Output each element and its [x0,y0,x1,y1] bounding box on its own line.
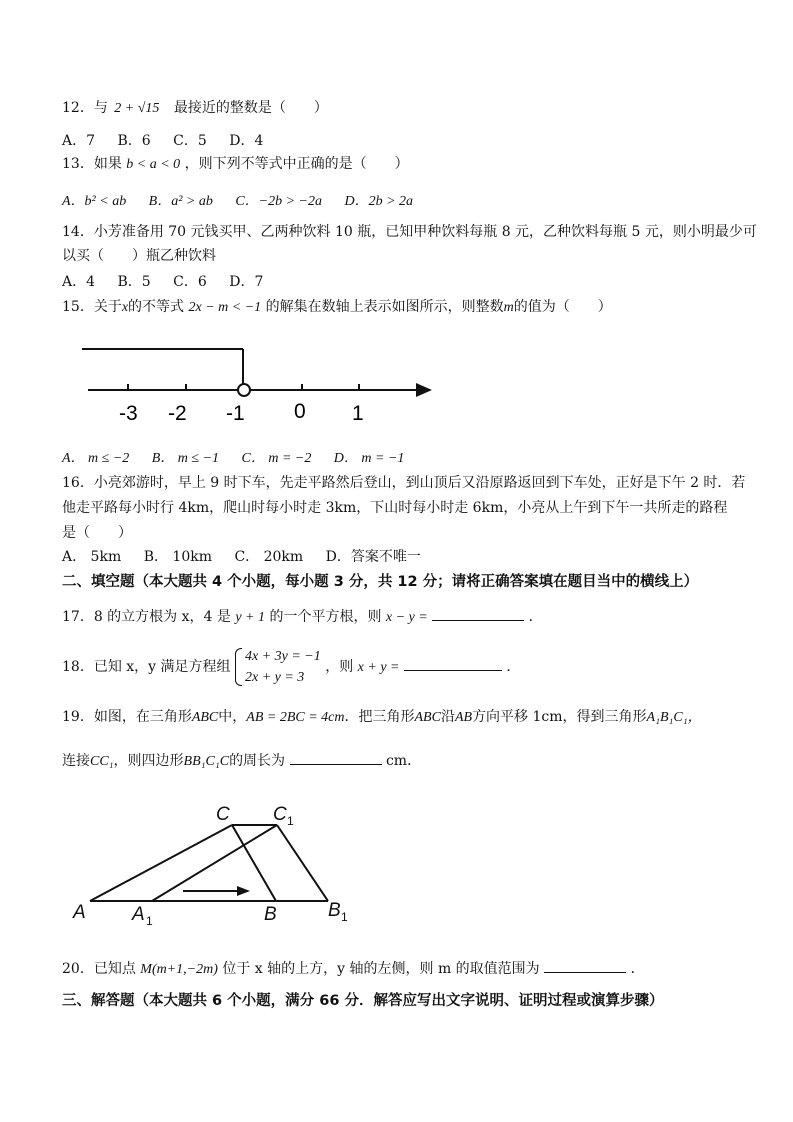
segment-A-C [90,825,232,901]
q14-option-d: D．7 [229,274,264,290]
q12-expression: 2 + √15 [114,101,160,116]
q15-stem: 15．关于x的不等式 2x − m < −1 的解集在数轴上表示如图所示，则整数m的值为（ ） [62,299,612,315]
label-C1-sub: 1 [287,814,294,828]
q14-option-c: C．6 [173,274,207,290]
q15-option-d: D． m = −1 [333,451,405,466]
segment-C1-B1 [277,825,328,901]
open-circle-marker [238,384,250,396]
q16-line1: 16．小亮郊游时，早上 9 时下车，先走平路然后登山，到山顶后又沿原路返回到下车处，正好是下午 2 时．若 [62,475,746,491]
label-B: B [264,904,277,925]
q19-answer-blank[interactable] [290,750,382,765]
q13-option-b: B．a² > ab [148,194,213,209]
q20-stem: 20．已知点 M(m+1,−2m) 位于 x 轴的上方，y 轴的左侧，则 m 的取值范围为 ． [62,958,645,980]
q13-option-c: C．−2b > −2a [235,194,322,209]
label-A1-sub: 1 [146,914,153,928]
q13-options [62,191,431,212]
q16-line2: 他走平路每小时行 4km，爬山时每小时走 3km，下山时每小时走 6km，小亮从上午到下午一共所走的路程 [62,500,728,516]
translation-figure [70,798,360,933]
tick-label: 0 [294,400,306,423]
q13-stem: 13．如果 b < a < 0 ，则下列不等式中正确的是（ ） [62,156,409,172]
q14-line1: 14．小芳准备用 70 元钱买甲、乙两种饮料 10 瓶，已知甲种饮料每瓶 8 元，乙种饮料每瓶 5 元，则小明最少可 [62,224,757,240]
axis-arrowhead [416,383,432,397]
q14-option-b: B．5 [117,274,151,290]
q15-option-c: C． m = −2 [241,451,312,466]
q15-option-b: B． m ≤ −1 [151,451,220,466]
q16-option-b: B． 10km [143,549,212,565]
label-A: A [73,902,86,923]
section-2-heading: 二、填空题（本大题共 4 个小题，每小题 3 分，共 12 分；请将正确答案填在题目当中的横线上） [62,574,699,590]
label-A1: A [132,904,145,925]
q15-options [62,448,422,469]
q18-stem: 18．已知 x，y 满足方程组 4x + 3y = −1 2x + y = 3 ，则 x + y = ． [62,645,520,690]
tick-label: -1 [226,402,245,425]
q13-option-d: D．2b > 2a [344,194,414,209]
q12-option-a: A．7 [62,133,96,149]
number-line-figure [70,340,440,430]
q12-stem: 12．与 2 + √15 最接近的整数是（ ） [62,100,328,116]
q16-option-d: D．答案不唯一 [325,549,421,565]
q16-option-c: C． 20km [234,549,304,565]
q14-options [62,272,281,292]
q12-option-b: B．6 [117,133,151,149]
q12-option-d: D．4 [229,133,264,149]
q15-inequality: 2x − m < −1 [188,300,262,315]
translation-arrowhead [237,886,250,896]
q20-answer-blank[interactable] [544,958,626,973]
q16-line3: 是（ ） [62,525,132,541]
q15-option-a: A． m ≤ −2 [62,451,130,466]
equation-system: 4x + 3y = −1 2x + y = 3 [235,646,321,688]
point-M: M(m+1,−2m) [140,962,218,977]
label-C: C [216,804,230,825]
q17-stem: 17．8 的立方根为 x，4 是 y + 1 的一个平方根，则 x − y = ． [62,606,543,628]
q19-line2: 连接CC₁，则四边形BB₁C₁C的周长为 cm． [62,750,421,772]
q12-options [62,131,281,151]
q14-line2: 以买（ ）瓶乙种饮料 [62,248,216,264]
q16-options [62,547,439,567]
q12-option-c: C．5 [173,133,207,149]
q17-answer-blank[interactable] [432,606,524,621]
label-C1: C [273,804,287,825]
label-B1: B [328,900,341,921]
segment-A1-C1 [152,825,277,901]
q13-condition: b < a < 0 [126,157,181,172]
q16-option-a: A． 5km [62,549,122,565]
q19-line1: 19．如图，在三角形ABC中，AB = 2BC = 4cm．把三角形ABC沿AB方向平移 1cm，得到三角形A₁B₁C₁， [62,709,702,725]
label-B1-sub: 1 [341,910,348,924]
section-3-heading: 三、解答题（本大题共 6 个小题，满分 66 分．解答应写出文字说明、证明过程或演算步骤） [62,993,664,1009]
q14-option-a: A．4 [62,274,96,290]
q18-answer-blank[interactable] [404,656,502,671]
tick-label: -3 [119,402,138,425]
tick-label: 1 [352,402,364,425]
tick-label: -2 [168,402,187,425]
q13-option-a: A．b² < ab [62,194,127,209]
